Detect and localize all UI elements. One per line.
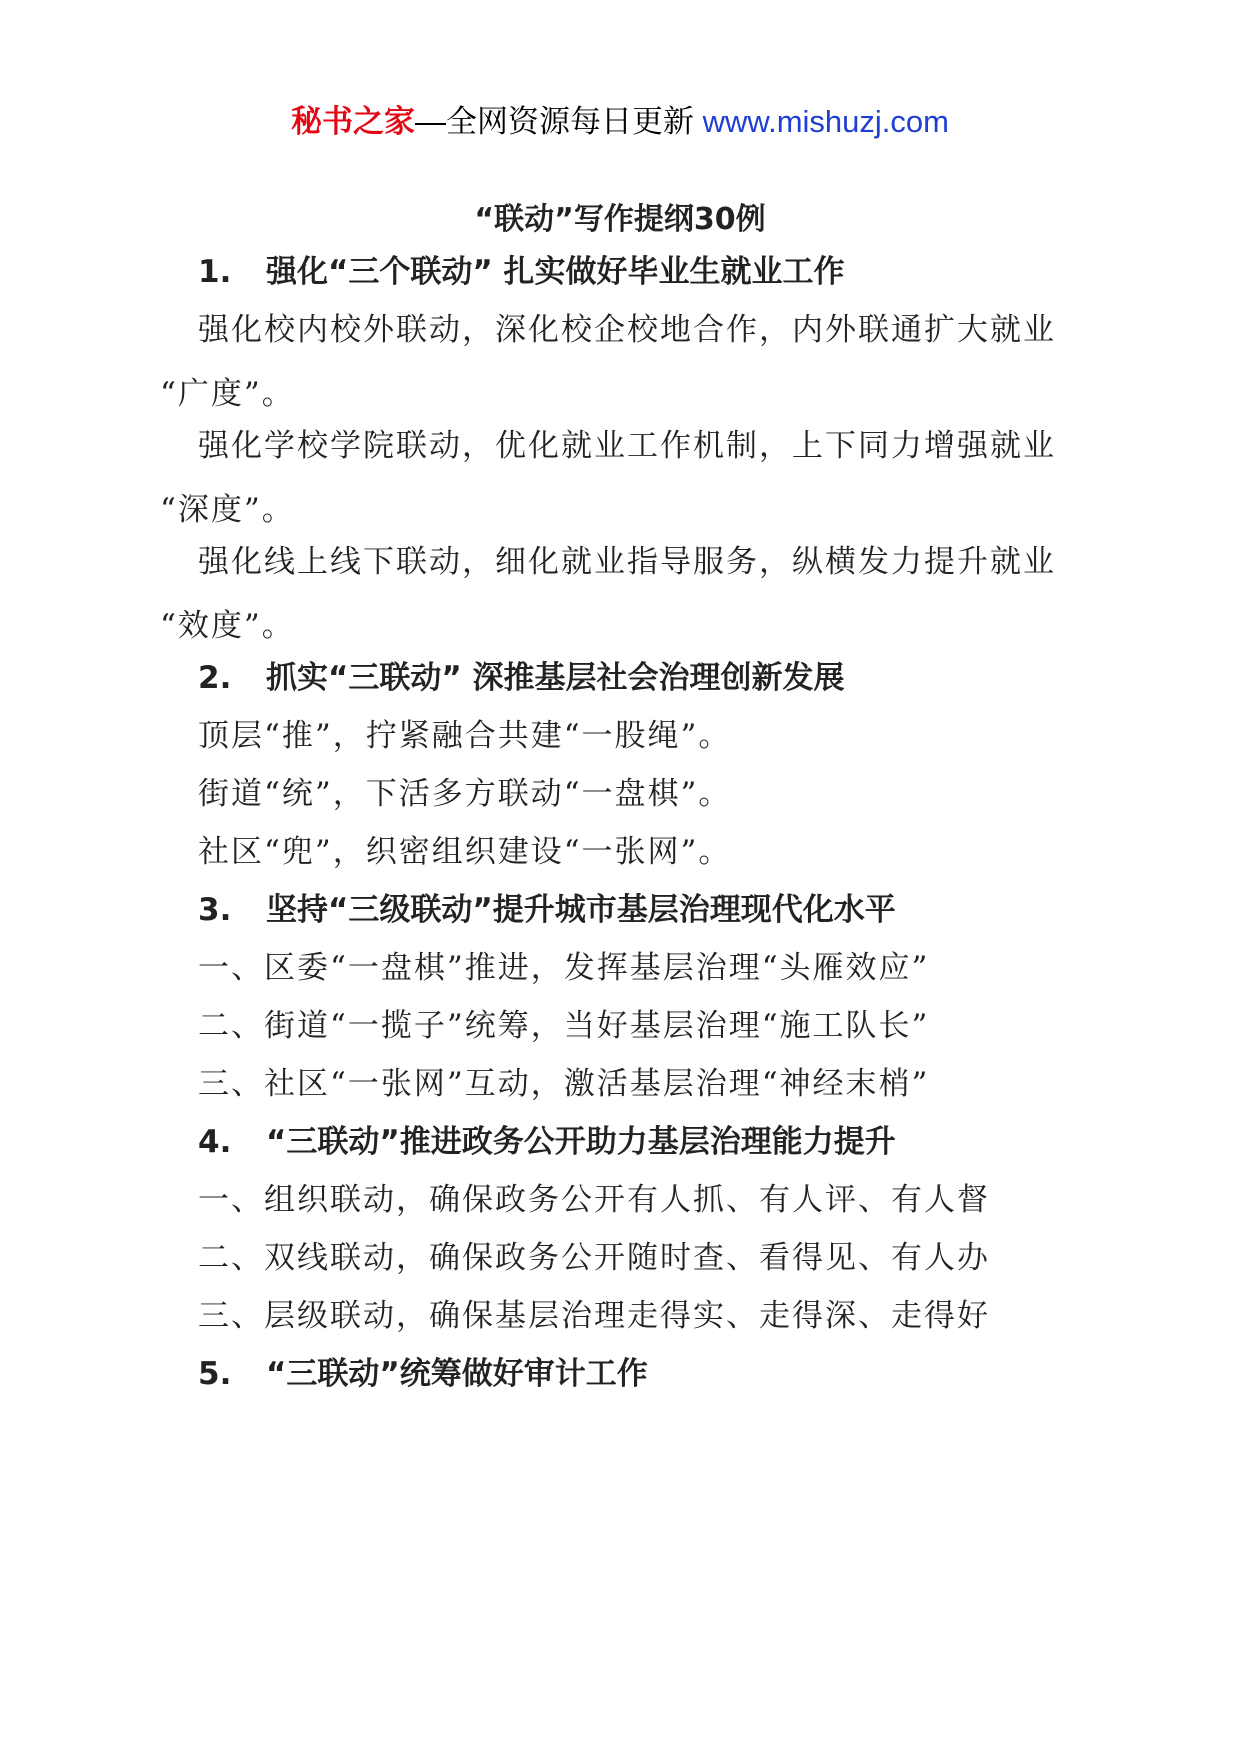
section-number: 3. bbox=[198, 892, 232, 928]
section-number: 5. bbox=[198, 1356, 232, 1392]
section-title: “三联动”统筹做好审计工作 bbox=[266, 1356, 648, 1392]
brand-name: 秘书之家 bbox=[291, 104, 416, 139]
banner-slogan: —全网资源每日更新 bbox=[415, 104, 695, 139]
section-3-line-1: 一、区委“一盘棋”推进，发挥基层治理“头雁效应” bbox=[198, 950, 930, 986]
section-title: 坚持“三级联动”提升城市基层治理现代化水平 bbox=[266, 892, 896, 928]
section-1-paragraph-3 bbox=[160, 540, 1088, 648]
section-number: 1. bbox=[198, 254, 232, 290]
section-2-line-2: 街道“统”，下活多方联动“一盘棋”。 bbox=[198, 776, 732, 812]
section-2-line-3: 社区“兜”，织密组织建设“一张网”。 bbox=[198, 834, 732, 870]
section-title: 强化“三个联动” 扎实做好毕业生就业工作 bbox=[266, 254, 845, 290]
section-3-heading bbox=[198, 888, 896, 932]
section-1-paragraph-1 bbox=[160, 308, 1088, 416]
paragraph-line: 强化学校学院联动，优化就业工作机制，上下同力增强就业 bbox=[198, 428, 1056, 464]
paragraph-line: “深度”。 bbox=[160, 492, 295, 528]
paragraph-line: “效度”。 bbox=[160, 608, 295, 644]
section-5-heading bbox=[198, 1352, 648, 1396]
section-number: 2. bbox=[198, 660, 232, 696]
section-3-line-2: 二、街道“一揽子”统筹，当好基层治理“施工队长” bbox=[198, 1008, 930, 1044]
paragraph-line: “广度”。 bbox=[160, 376, 295, 412]
section-title: “三联动”推进政务公开助力基层治理能力提升 bbox=[266, 1124, 896, 1160]
section-number: 4. bbox=[198, 1124, 232, 1160]
section-1-paragraph-2 bbox=[160, 424, 1088, 532]
section-2-heading bbox=[198, 656, 845, 700]
section-4-line-1: 一、组织联动，确保政务公开有人抓、有人评、有人督 bbox=[198, 1182, 990, 1218]
section-4-line-2: 二、双线联动，确保政务公开随时查、看得见、有人办 bbox=[198, 1240, 990, 1276]
document-title: “联动”写作提纲30例 bbox=[474, 202, 766, 237]
site-url-link[interactable]: www.mishuzj.com bbox=[702, 104, 949, 139]
section-1-heading bbox=[198, 250, 845, 294]
section-3-line-3: 三、社区“一张网”互动，激活基层治理“神经末梢” bbox=[198, 1066, 930, 1102]
section-2-line-1: 顶层“推”，拧紧融合共建“一股绳”。 bbox=[198, 718, 732, 754]
paragraph-line: 强化线上线下联动，细化就业指导服务，纵横发力提升就业 bbox=[198, 544, 1056, 580]
section-4-heading bbox=[198, 1120, 896, 1164]
section-4-line-3: 三、层级联动，确保基层治理走得实、走得深、走得好 bbox=[198, 1298, 990, 1334]
section-title: 抓实“三联动” 深推基层社会治理创新发展 bbox=[266, 660, 845, 696]
paragraph-line: 强化校内校外联动，深化校企校地合作，内外联通扩大就业 bbox=[198, 312, 1056, 348]
site-banner bbox=[0, 100, 1240, 144]
